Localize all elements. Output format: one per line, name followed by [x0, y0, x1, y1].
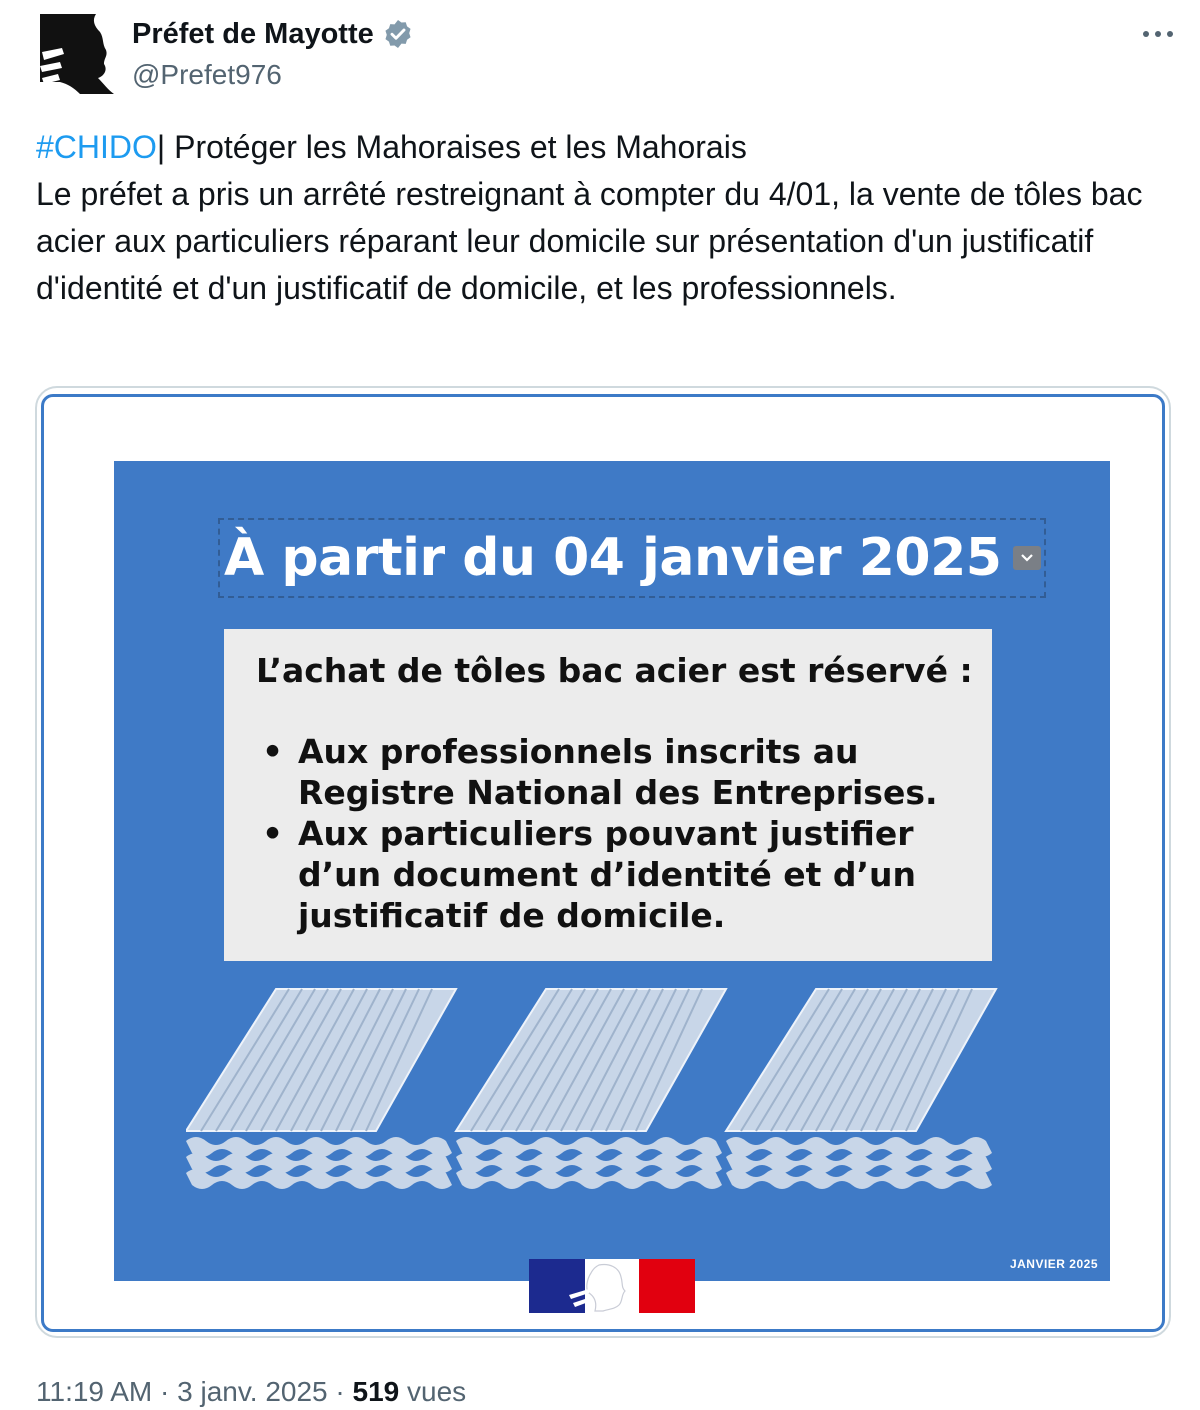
- poster-info-heading: L’achat de tôles bac acier est réservé :: [256, 651, 973, 690]
- poster-info-item: [262, 731, 962, 813]
- poster-title-box: [218, 518, 1046, 598]
- tweet-body: Le préfet a pris un arrêté restreignant à compter du 4/01, la vente de tôles bac acier aux particuliers réparant leur domicile sur présentation d'un justificatif d'identité et d'un justificatif de domicile, et les professionnels.: [36, 176, 1143, 306]
- poster-date-label: JANVIER 2025: [1009, 1257, 1098, 1271]
- poster-info-item: [262, 813, 962, 936]
- chevron-down-icon: [1013, 546, 1041, 570]
- author-avatar[interactable]: [34, 12, 116, 94]
- poster-frame: [41, 394, 1165, 1332]
- tweet-meta: [36, 1374, 466, 1410]
- hashtag-link[interactable]: #CHIDO: [36, 129, 157, 165]
- tweet-text: [36, 124, 1166, 312]
- poster: [114, 461, 1110, 1281]
- more-dots-icon: [1138, 22, 1178, 46]
- metal-sheets-illustration: [186, 981, 1086, 1211]
- meta-separator: ·: [327, 1376, 353, 1407]
- meta-separator: ·: [152, 1376, 178, 1407]
- tweet-media-image[interactable]: [35, 386, 1171, 1338]
- marianne-profile-icon: [34, 12, 116, 94]
- poster-title: À partir du 04 janvier 2025: [224, 528, 1002, 588]
- poster-info-item-text: Aux professionnels inscrits au Registre National des Entreprises.: [298, 732, 938, 812]
- tweet-time[interactable]: 11:19 AM: [36, 1376, 153, 1407]
- tweet-date[interactable]: 3 janv. 2025: [177, 1376, 328, 1407]
- author-handle[interactable]: @Prefet976: [132, 59, 282, 90]
- tweet-headline: [36, 124, 1166, 171]
- views-count: 519: [352, 1376, 400, 1407]
- author-display-name[interactable]: Préfet de Mayotte: [132, 18, 374, 50]
- views-label: vues: [407, 1376, 467, 1407]
- author-name-row[interactable]: [132, 16, 414, 52]
- poster-info-item-text: Aux particuliers pouvant justifier d’un document d’identité et d’un justificatif de domicile.: [298, 814, 916, 935]
- bullet: •: [262, 814, 284, 853]
- poster-info-list: [262, 731, 962, 936]
- more-options-button[interactable]: [1138, 22, 1178, 46]
- bullet: •: [262, 732, 284, 771]
- tweet-headline-text: | Protéger les Mahoraises et les Mahorais: [156, 129, 747, 165]
- republique-francaise-logo-icon: [529, 1259, 695, 1313]
- poster-info-box: [224, 629, 992, 961]
- verified-badge-icon: [382, 18, 414, 50]
